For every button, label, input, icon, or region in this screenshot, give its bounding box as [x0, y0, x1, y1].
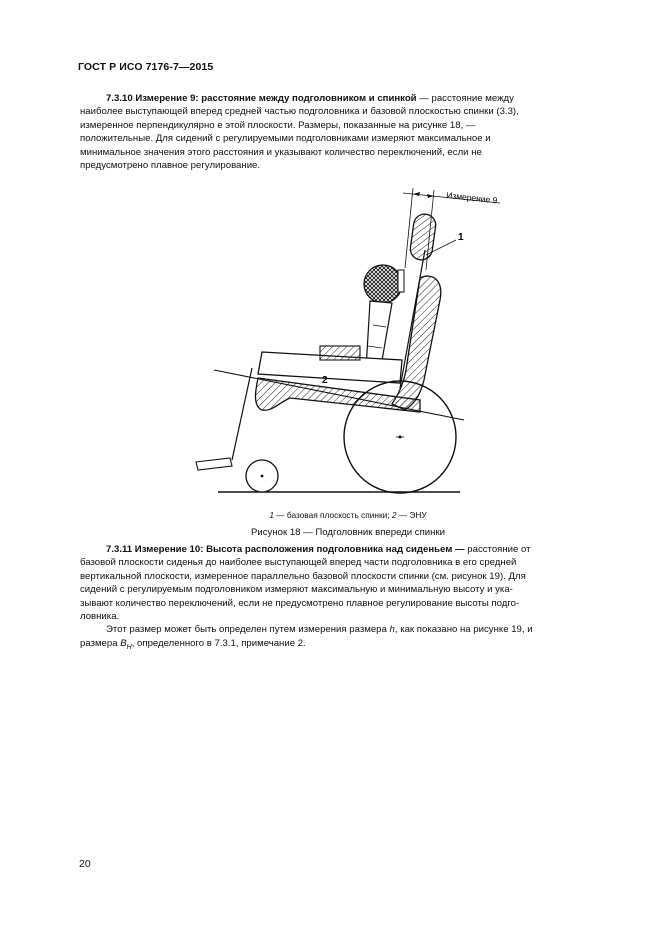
front-frame	[232, 368, 252, 460]
callout-2: 2	[322, 375, 328, 386]
legend-1-text: — базовая плоскость спинки;	[273, 510, 392, 520]
headrest	[409, 213, 437, 262]
section-7-3-10-line1-rest: — расстояние между	[416, 93, 514, 104]
section-7-3-10-line: наиболее выступающей вперед средней частью подголовника и базовой плоскостью спинки (3.3),	[80, 106, 519, 118]
note-text: , определенного в 7.3.1, примечание 2.	[131, 637, 306, 649]
dummy-weight-block	[320, 346, 360, 360]
figure-legend	[80, 510, 616, 520]
note-b-symbol: B	[120, 637, 127, 649]
footrest	[196, 458, 232, 470]
dimension-extension-left	[405, 188, 413, 268]
note-h-symbol: h	[389, 624, 395, 636]
section-7-3-10-line: измеренное перпендикулярно е этой плоскости. Размеры, показанные на рисунке 18, —	[80, 119, 476, 131]
note-b-subscript: H	[126, 643, 132, 651]
section-7-3-11-note-line2	[80, 637, 616, 654]
note-text: размера	[80, 637, 121, 649]
page-number: 20	[79, 858, 91, 870]
section-7-3-11-line1	[80, 543, 616, 556]
section-7-3-11-line: сидений с регулируемым подголовником измеряют максимальную и минимальную высоту и ука-	[80, 584, 513, 596]
section-7-3-11-line: ловника.	[80, 611, 120, 623]
note-text: , как показано на рисунке 19, и	[394, 624, 533, 636]
caster-hub	[261, 475, 264, 478]
section-7-3-11-line: вертикальной плоскости, измеренное параллельно базовой плоскости спинки (см. рисунок 19). Для	[80, 570, 526, 582]
document-header: ГОСТ Р ИСО 7176-7—2015	[78, 61, 214, 73]
legend-1-number: 1	[269, 510, 274, 520]
legend-2-text: — ЭНУ	[396, 510, 427, 520]
figure-title: Рисунок 18 — Подголовник впереди спинки	[250, 527, 446, 538]
note-text: Этот размер может быть определен путем измерения размера	[106, 624, 390, 636]
dummy-neck	[398, 270, 404, 292]
section-7-3-10-line: минимальное значения этого расстояния и указывают количество переключений, если не	[80, 146, 482, 158]
legend-2-number: 2	[391, 510, 397, 520]
section-7-3-10-line: положительные. Для сидений с регулируемыми подголовниками измеряют максимальное и	[80, 133, 491, 145]
section-7-3-10-line: предусмотрено плавное регулирование.	[80, 160, 261, 172]
section-7-3-10-title: 7.3.10 Измерение 9: расстояние между подголовником и спинкой	[106, 93, 417, 104]
dimension-label: Измерение 9	[445, 190, 498, 206]
section-7-3-11-line: зывают количество переключений, если не предусмотрено плавное регулирование высоты подго-	[80, 597, 520, 609]
section-7-3-11-line1-rest: расстояние от	[464, 544, 531, 555]
callout-1: 1	[458, 232, 464, 243]
section-7-3-11-note-line1	[80, 623, 616, 636]
section-7-3-11-title: 7.3.11 Измерение 10: Высота расположения подголовника над сиденьем —	[106, 544, 465, 555]
section-7-3-11	[80, 543, 616, 654]
dimension-arrow	[413, 192, 420, 196]
section-7-3-11-line: базовой плоскости сиденья до наиболее выступающей вперед части подголовника в его средней	[80, 557, 517, 569]
dummy-head	[364, 265, 402, 303]
